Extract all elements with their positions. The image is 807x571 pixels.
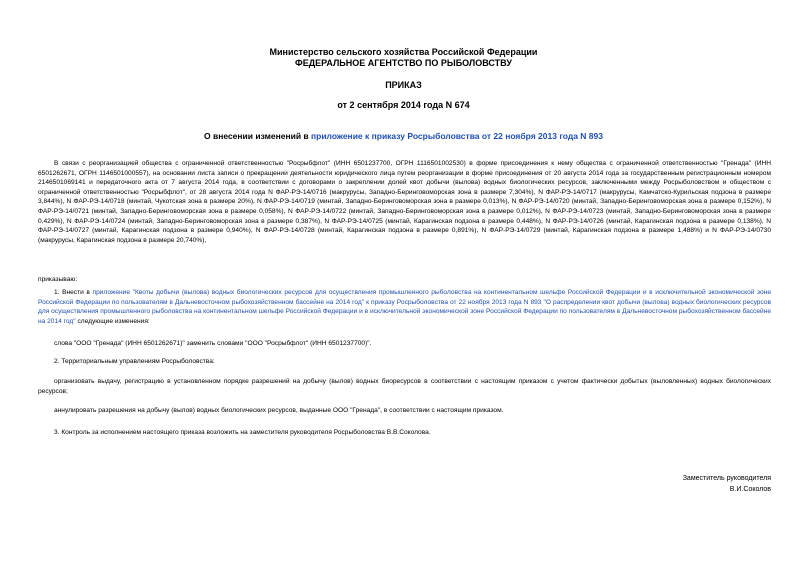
item-1 <box>38 288 771 326</box>
item-2-b: аннулировать разрешения на добычу (вылов) водных биологических ресурсов, выданные ООО "Гренада", в соответствии с настоящим приказом. <box>54 407 504 414</box>
item-1-text: слова "ООО "Гренада" (ИНН 6501262671)" заменить словами "ООО "Росрыбфлот" (ИНН 6501237700)". <box>54 340 372 347</box>
doc-title <box>0 131 807 141</box>
order-word: приказываю: <box>38 276 78 283</box>
signature-block <box>683 473 771 495</box>
item-1-prefix: 1. Внести в <box>54 289 93 296</box>
title-prefix: О внесении изменений в <box>204 131 311 141</box>
agency-name: ФЕДЕРАЛЬНОЕ АГЕНТСТВО ПО РЫБОЛОВСТВУ <box>295 58 512 68</box>
title-link[interactable]: приложение к приказу Росрыболовства от 22 ноября 2013 года N 893 <box>311 131 603 141</box>
item-1-link[interactable]: приложение "Квоты добычи (вылова) водных биологических ресурсов для осуществления промышленного рыболовства на континентальном шельфе Российской Федерации и в исключительной экономической зоне Российской Федерации по пользователям в Дальневосточном рыбохозяйственном бассейне на 2014 год" к приказу Росрыболовства от 22 ноября 2013 года N 893 "О распределении квот добычи (вылова) водных биологических ресурсов для осуществления промышленного рыболовства на континентальном шельфе Российской Федерации и в исключительной экономической зоне Российской Федерации по пользователям в Дальневосточном рыбохозяйственном бассейне на 2014 год" <box>38 289 771 325</box>
item-2: 2. Территориальным управлениям Росрыболовства: <box>54 358 215 365</box>
doc-date-number: от 2 сентября 2014 года N 674 <box>337 100 470 110</box>
preamble: В связи с реорганизацией общества с ограниченной ответственностью "Росрыбфлот" (ИНН 6501237700, ОГРН 1116501002530) в форме присоединения к нему общества с ограниченной ответственностью "Гренада" (ИНН 6501262671, ОГРН 1146501000557), на основании листа записи о прекращении деятельности юридического лица путем реорганизации в форме присоединения от 20 августа 2014 года за государственным регистрационным номером 2146501069141 и передаточного акта от 7 августа 2014 года, в соответствии с договорами о закреплении долей квот добычи (вылова) водных биологических ресурсов, заключенными между Росрыболовством и обществом с ограниченной ответственностью "Росрыбфлот", от 28 августа 2014 года N ФАР-РЭ-14/0716 (макрурусы, Западно-Беринговоморская зона в размере 7,304%), N ФАР-РЭ-14/0717 (макрурусы, Камчатско-Курильская подзона в размере 3,844%), N ФАР-РЭ-14/0718 (минтай, Чукотская зона в размере 20%), N ФАР-РЭ-14/0719 (минтай, Западно-Беринговоморская зона в размере 0,013%), N ФАР-РЭ-14/0720 (минтай, Западно-Беринговоморская зона в размере 0,152%), N ФАР-РЭ-14/0721 (минтай, Западно-Беринговоморская зона в размере 0,058%), N ФАР-РЭ-14/0722 (минтай, Западно-Беринговоморская зона в размере 0,012%), N ФАР-РЭ-14/0723 (минтай, Западно-Беринговоморская зона в размере 0,429%), N ФАР-РЭ-14/0724 (минтай, Западно-Беринговоморская зона в размере 0,387%), N ФАР-РЭ-14/0725 (минтай, Карагинская подзона в размере 0,448%), N ФАР-РЭ-14/0726 (минтай, Карагинская подзона в размере 0,138%), N ФАР-РЭ-14/0727 (минтай, Карагинская подзона в размере 0,940%), N ФАР-РЭ-14/0728 (минтай, Карагинская подзона в размере 0,891%), N ФАР-РЭ-14/0729 (минтай, Карагинская подзона в размере 1,488%) и N ФАР-РЭ-14/0730 (макрурусы, Карагинская подзона в размере 20,740%), <box>38 160 771 244</box>
item-1-suffix: следующие изменения: <box>75 317 150 325</box>
item-2-a: организовать выдачу, регистрацию в установленном порядке разрешений на добычу (вылов) водных биоресурсов в соответствии с настоящим приказом с учетом фактически добытых (выловленных) водных биологических ресурсов; <box>38 378 771 395</box>
doc-type: ПРИКАЗ <box>385 80 422 90</box>
signature-position: Заместитель руководителя <box>682 475 771 482</box>
signature-name: В.И.Соколов <box>729 486 771 493</box>
item-3: 3. Контроль за исполнением настоящего приказа возложить на заместителя руководителя Росрыболовства В.В.Соколова. <box>54 429 431 436</box>
ministry-name: Министерство сельского хозяйства Российской Федерации <box>269 47 538 57</box>
